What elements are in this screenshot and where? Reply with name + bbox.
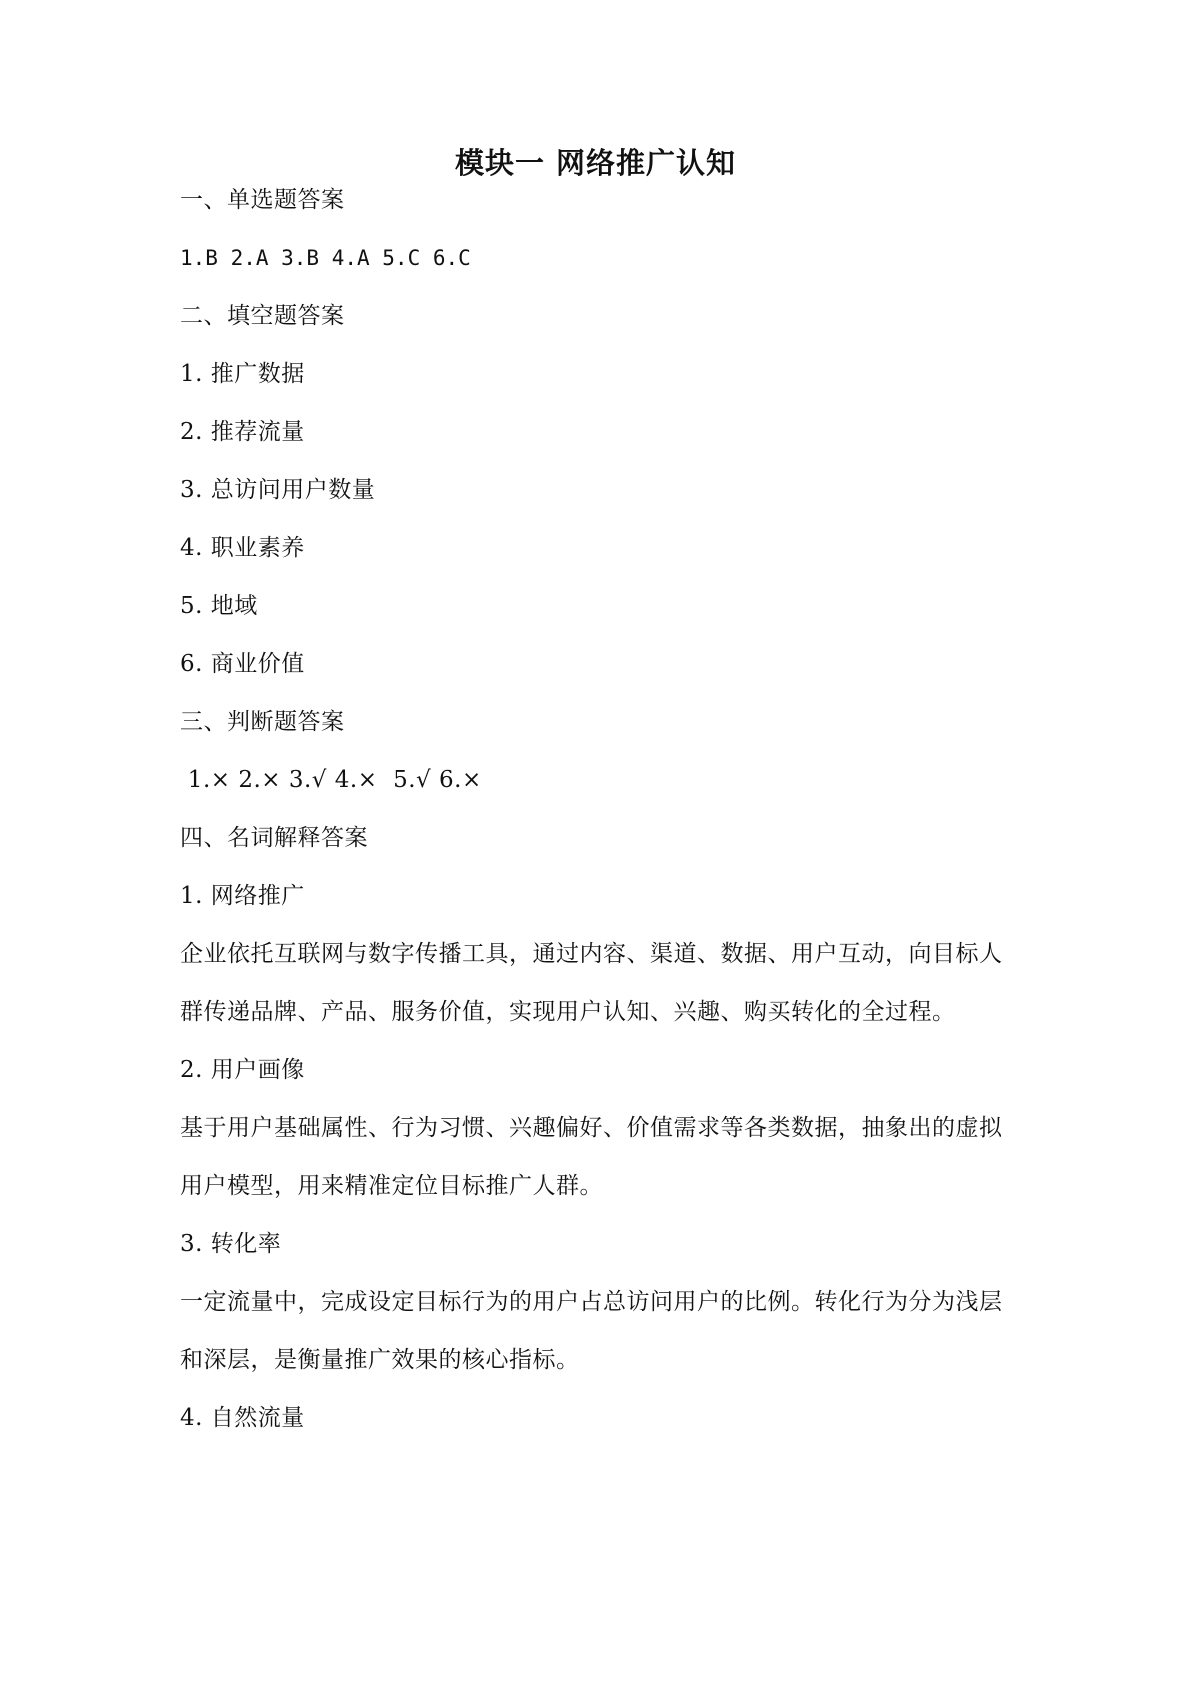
section-heading-fill-blank: 二、填空题答案 [180,303,345,329]
single-choice-answers: 1.B 2.A 3.B 4.A 5.C 6.C [180,246,471,270]
term-title: 1. 网络推广 [180,883,305,909]
fill-blank-item: 4. 职业素养 [180,535,305,561]
term-definition-line: 基于用户基础属性、行为习惯、兴趣偏好、价值需求等各类数据，抽象出的虚拟 [180,1115,1003,1141]
term-definition-line: 群传递品牌、产品、服务价值，实现用户认知、兴趣、购买转化的全过程。 [180,999,956,1025]
fill-blank-item: 1. 推广数据 [180,361,305,387]
section-heading-true-false: 三、判断题答案 [180,709,345,735]
section-heading-single-choice: 一、单选题答案 [180,187,345,213]
fill-blank-item: 3. 总访问用户数量 [180,477,376,503]
term-title: 3. 转化率 [180,1231,282,1257]
document-title: 模块一 网络推广认知 [454,146,737,180]
term-definition-line: 一定流量中，完成设定目标行为的用户占总访问用户的比例。转化行为分为浅层 [180,1289,1003,1315]
fill-blank-item: 5. 地域 [180,593,258,619]
term-definition-line: 和深层，是衡量推广效果的核心指标。 [180,1347,580,1373]
section-heading-terms: 四、名词解释答案 [180,825,368,851]
term-title: 2. 用户画像 [180,1057,305,1083]
fill-blank-item: 2. 推荐流量 [180,419,305,445]
term-definition-line: 企业依托互联网与数字传播工具，通过内容、渠道、数据、用户互动，向目标人 [180,941,1003,967]
true-false-answers: 1.× 2.× 3.√ 4.× 5.√ 6.× [180,767,482,793]
term-title: 4. 自然流量 [180,1405,305,1431]
fill-blank-item: 6. 商业价值 [180,651,305,677]
term-definition-line: 用户模型，用来精准定位目标推广人群。 [180,1173,603,1199]
